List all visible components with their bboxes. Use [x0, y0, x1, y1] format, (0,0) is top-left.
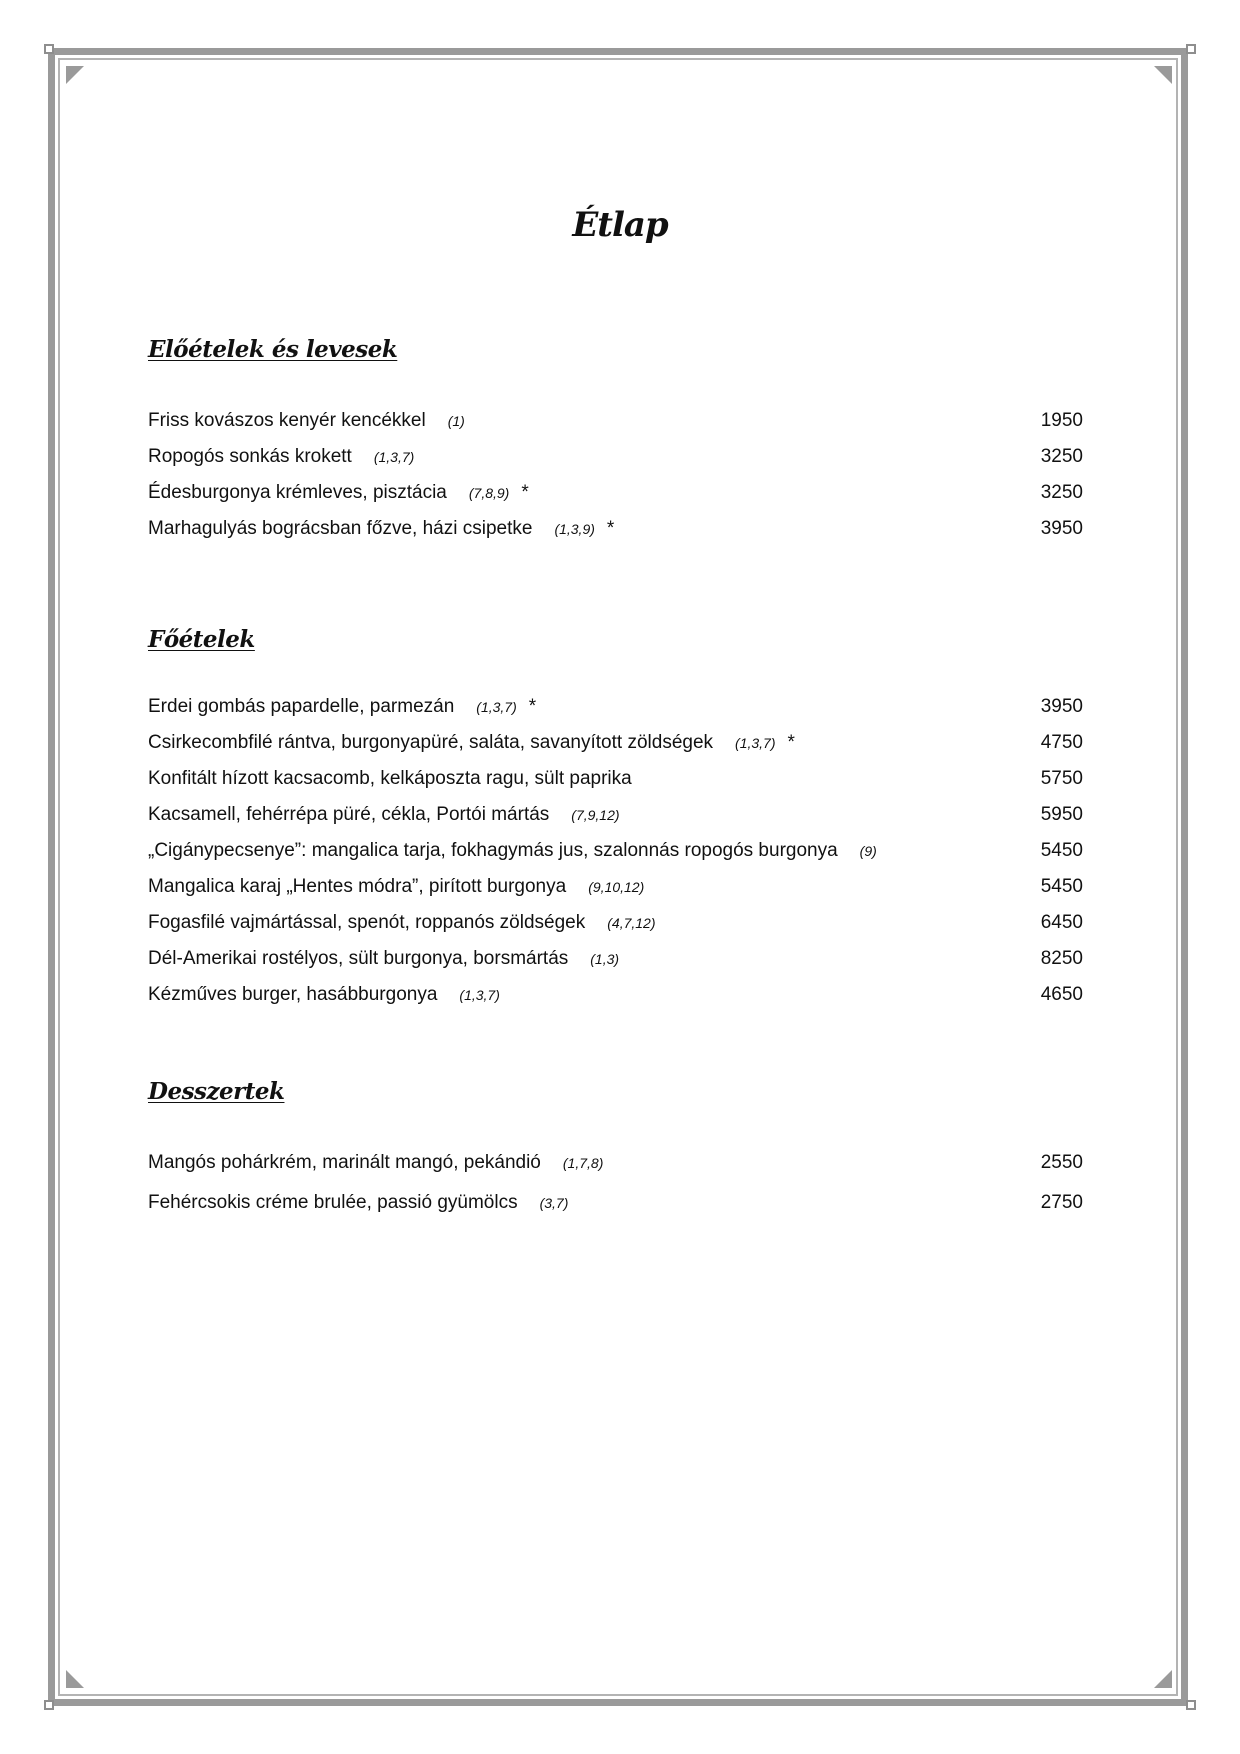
item-price: 2550 — [1040, 1152, 1083, 1173]
item-allergens: (1) — [447, 413, 465, 429]
item-allergens: (7,9,12) — [571, 807, 620, 823]
item-name: Mangós pohárkrém, marinált mangó, pekándió — [148, 1152, 541, 1173]
menu-item — [148, 912, 1083, 948]
corner-ornament-top-left — [44, 44, 54, 54]
section-title-desserts: Desszertek — [148, 1078, 285, 1105]
item-price: 4650 — [1040, 984, 1083, 1005]
menu-item — [148, 840, 1083, 876]
menu-item — [148, 732, 1083, 768]
item-marker-star: * — [606, 518, 615, 539]
item-name: Friss kovászos kenyér kencékkel — [148, 410, 426, 431]
item-name: Marhagulyás bográcsban főzve, házi csipetke — [148, 518, 533, 539]
item-allergens: (1,3,9) — [554, 521, 595, 537]
item-name: Fehércsokis créme brulée, passió gyümölcs — [148, 1192, 518, 1213]
item-price: 3950 — [1040, 518, 1083, 539]
menu-list-starters — [148, 410, 1083, 554]
item-price: 6450 — [1040, 912, 1083, 933]
item-name: „Cigánypecsenye”: mangalica tarja, fokhagymás jus, szalonnás ropogós burgonya — [148, 840, 838, 861]
menu-item — [148, 876, 1083, 912]
item-price: 2750 — [1040, 1192, 1083, 1213]
item-name: Erdei gombás papardelle, parmezán — [148, 696, 455, 717]
menu-item — [148, 410, 1083, 446]
item-allergens: (7,8,9) — [468, 485, 510, 501]
item-price: 5450 — [1040, 876, 1083, 897]
menu-item — [148, 518, 1083, 554]
item-price: 3950 — [1040, 696, 1083, 717]
menu-item — [148, 948, 1083, 984]
corner-ornament-bottom-left — [44, 1700, 54, 1710]
item-marker-star: * — [521, 482, 529, 503]
item-allergens: (1,3,7) — [735, 735, 776, 751]
item-allergens: (1,3,7) — [476, 699, 517, 715]
item-allergens: (3,7) — [539, 1195, 569, 1211]
item-price: 5750 — [1040, 768, 1083, 789]
page-title: Étlap — [572, 205, 668, 245]
item-price: 3250 — [1040, 446, 1083, 467]
section-title-mains: Főételek — [148, 626, 255, 653]
item-allergens: (9) — [859, 843, 877, 859]
item-name: Dél-Amerikai rostélyos, sült burgonya, borsmártás — [148, 948, 569, 969]
item-price: 3250 — [1040, 482, 1083, 503]
item-marker-star: * — [528, 696, 537, 717]
section-title-starters: Előételek és levesek — [148, 336, 398, 363]
menu-item — [148, 482, 1083, 518]
item-price: 8250 — [1040, 948, 1083, 969]
menu-item — [148, 768, 1083, 804]
item-allergens: (1,3,7) — [459, 987, 500, 1003]
item-price: 4750 — [1040, 732, 1083, 753]
corner-ornament-bottom-right — [1186, 1700, 1196, 1710]
item-name: Konfitált hízott kacsacomb, kelkáposzta ragu, sült paprika — [148, 768, 632, 789]
item-allergens: (1,3,7) — [373, 449, 415, 465]
menu-item — [148, 1192, 1083, 1228]
menu-item — [148, 446, 1083, 482]
item-name: Édesburgonya krémleves, pisztácia — [148, 482, 447, 503]
menu-item — [148, 984, 1083, 1020]
menu-list-desserts — [148, 1152, 1083, 1228]
item-name: Kacsamell, fehérrépa püré, cékla, Portói mártás — [148, 804, 550, 825]
menu-list-mains — [148, 696, 1083, 1020]
item-name: Mangalica karaj „Hentes módra”, pirított burgonya — [148, 876, 567, 897]
item-name: Fogasfilé vajmártással, spenót, roppanós zöldségek — [148, 912, 586, 933]
menu-item — [148, 804, 1083, 840]
item-allergens: (4,7,12) — [607, 915, 656, 931]
item-marker-star: * — [787, 732, 795, 753]
item-price: 5950 — [1040, 804, 1083, 825]
menu-item — [148, 1152, 1083, 1192]
item-price: 5450 — [1040, 840, 1083, 861]
item-allergens: (1,3) — [590, 951, 620, 967]
item-allergens: (1,7,8) — [562, 1155, 604, 1171]
item-allergens: (9,10,12) — [588, 879, 645, 895]
corner-ornament-top-right — [1186, 44, 1196, 54]
item-name: Csirkecombfilé rántva, burgonyapüré, saláta, savanyított zöldségek — [148, 732, 714, 753]
item-name: Ropogós sonkás krokett — [148, 446, 352, 467]
item-price: 1950 — [1040, 410, 1083, 431]
item-name: Kézműves burger, hasábburgonya — [148, 984, 438, 1005]
menu-item — [148, 696, 1083, 732]
